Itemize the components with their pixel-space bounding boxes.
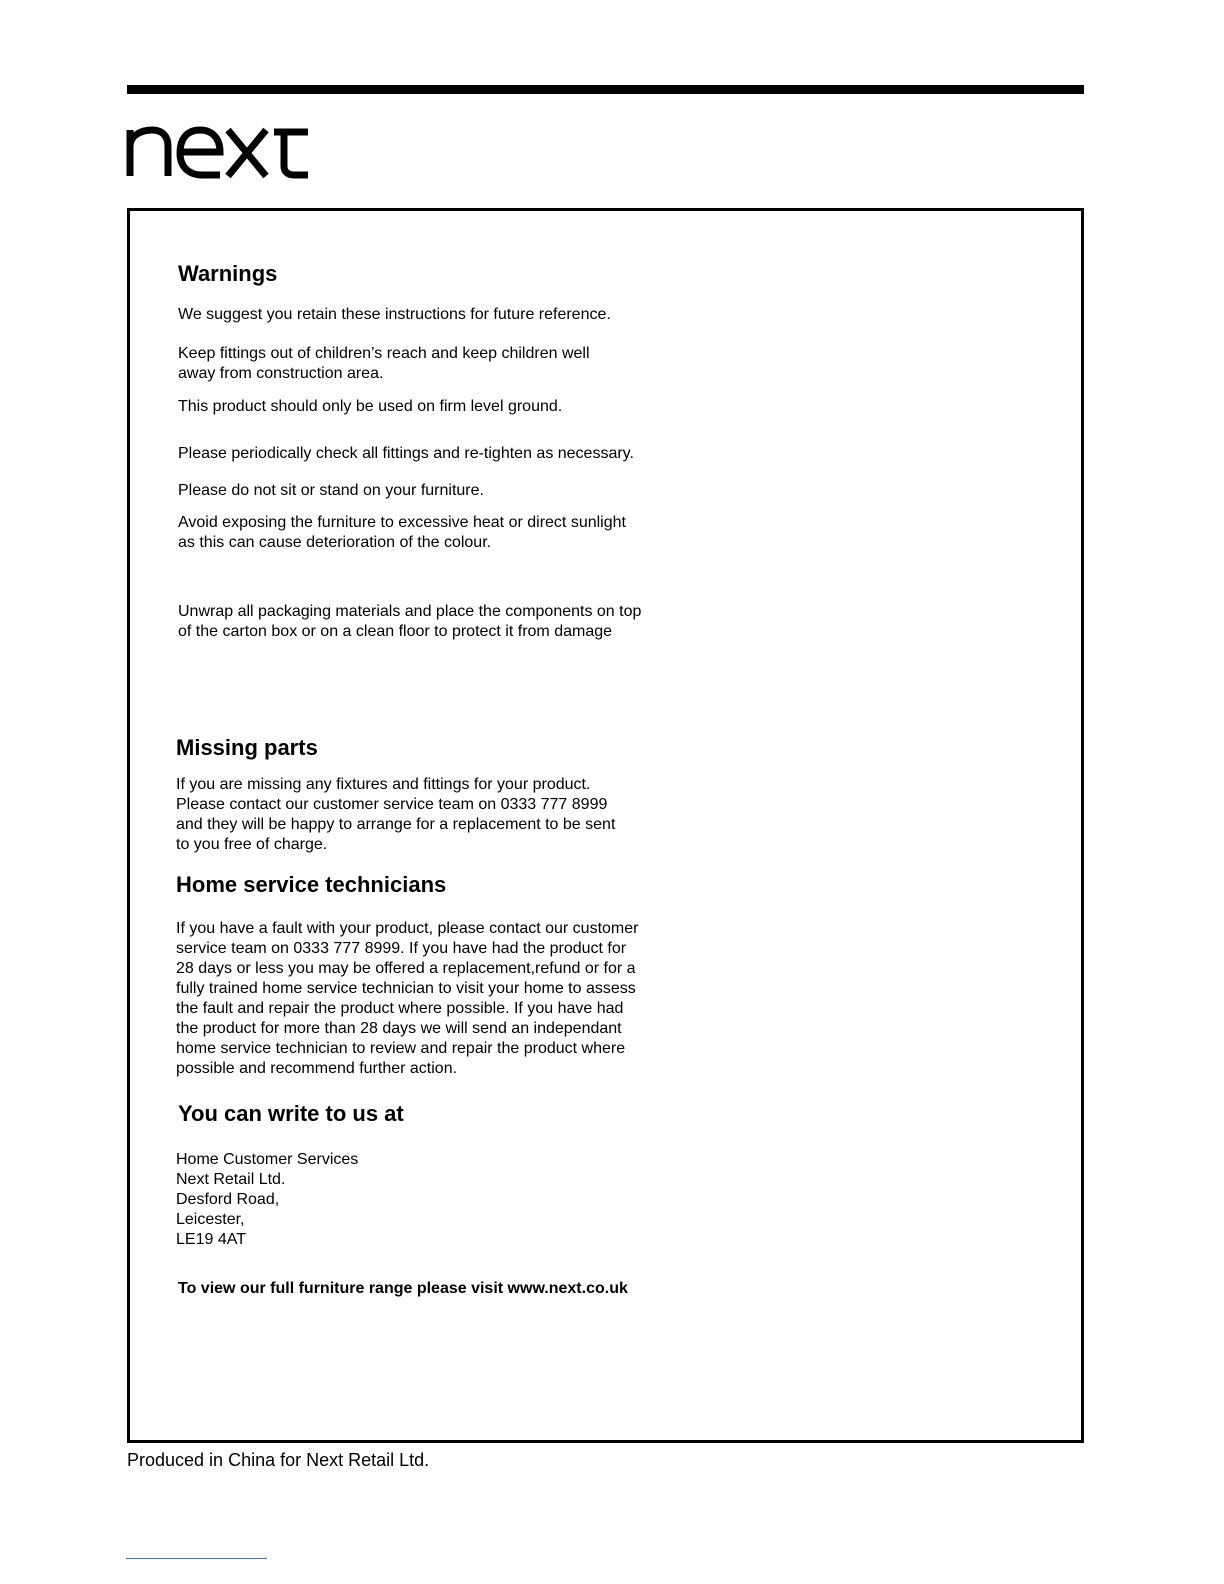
missing-parts-heading: Missing parts [176, 735, 318, 760]
home-service-heading: Home service technicians [176, 872, 447, 897]
footer-text: Produced in China for Next Retail Ltd. [127, 1450, 430, 1470]
postal-address: Home Customer Services Next Retail Ltd. Desford Road, Leicester, LE19 4AT [176, 1151, 359, 1248]
top-rule [127, 85, 1084, 94]
website-note: To view our full furniture range please visit www.next.co.uk [178, 1280, 628, 1297]
warning-item: Please periodically check all fittings and re-tighten as necessary. [178, 445, 634, 462]
home-service-body: If you have a fault with your product, please contact our customer service team on 0333 777 8999. If you have had the product for 28 days or less you may be offered a replacement,refund or for a fully trained home service technician to visit your home to assess the fault and repair the product where possible. If you have had the product for more than 28 days we will send an independant home service technician to review and repair the product where possible and recommend further action. [176, 920, 639, 1077]
content-frame [127, 208, 1084, 1443]
warning-item: We suggest you retain these instructions for future reference. [178, 306, 611, 323]
warning-item: Please do not sit or stand on your furniture. [178, 482, 484, 499]
next-logo [124, 122, 314, 182]
warning-item: Avoid exposing the furniture to excessive heat or direct sunlight as this can cause deterioration of the colour. [178, 514, 626, 551]
warning-item: This product should only be used on firm level ground. [178, 398, 563, 415]
bottom-line [126, 1558, 267, 1559]
write-to-us-heading: You can write to us at [178, 1101, 404, 1126]
warning-item: Unwrap all packaging materials and place the components on top of the carton box or on a clean floor to protect it from damage [178, 603, 642, 640]
warnings-heading: Warnings [178, 261, 278, 286]
warning-item: Keep fittings out of children’s reach and keep children well away from construction area. [178, 345, 590, 382]
missing-parts-body: If you are missing any fixtures and fittings for your product. Please contact our customer service team on 0333 777 8999 and they will be happy to arrange for a replacement to be sent to you free of charge. [176, 776, 616, 853]
